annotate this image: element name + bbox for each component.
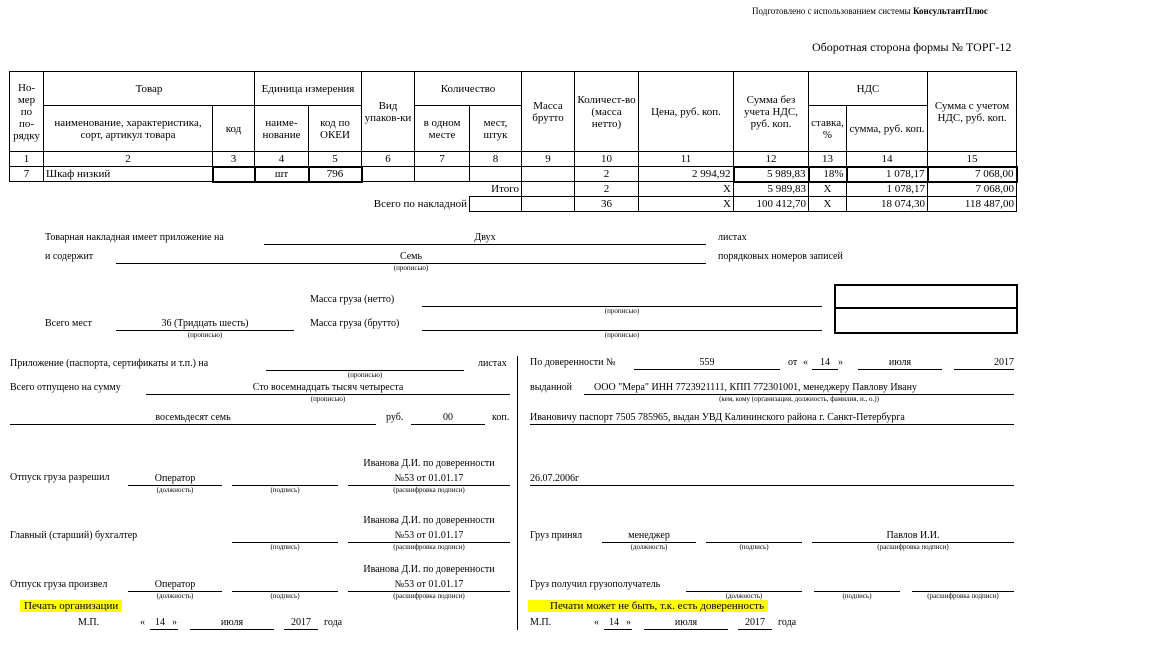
kop-label: коп. xyxy=(492,412,510,423)
cell-sum-with: 7 068,00 xyxy=(928,167,1017,182)
annex-label: Товарная накладная имеет приложение на xyxy=(45,232,224,243)
th-unit-name: наиме-нование xyxy=(255,106,309,152)
caption-decode: (расшифровка подписи) xyxy=(393,486,465,494)
rub-label: руб. xyxy=(386,412,404,423)
goods-table xyxy=(9,71,1018,212)
cell-one xyxy=(415,167,470,182)
contains-value: Семь xyxy=(399,251,423,262)
itogo-vat: 1 078,17 xyxy=(847,182,928,197)
received-label: Груз получил грузополучатель xyxy=(530,579,661,590)
caption-decode: (расшифровка подписи) xyxy=(393,592,465,600)
places-value: 36 (Тридцать шесть) xyxy=(161,318,249,329)
th-price: Цена, руб. коп. xyxy=(639,72,734,152)
total-rate: X xyxy=(809,197,847,212)
prepared-text: Подготовлено с использованием системы xyxy=(752,6,913,16)
year-left: 2017 xyxy=(291,617,311,628)
quote-close: » xyxy=(838,357,843,368)
release-permit-label: Отпуск груза разрешил xyxy=(10,472,110,483)
colnum: 7 xyxy=(415,152,470,167)
mass-net-label: Масса груза (нетто) xyxy=(310,294,395,305)
colnum: 3 xyxy=(213,152,255,167)
itogo-row xyxy=(10,182,1017,197)
stamp-note-right: Печати может не быть, т.к. есть доверенность xyxy=(528,600,768,612)
released-sum-value2: восемьдесят семь xyxy=(155,412,231,423)
caption-position: (должность) xyxy=(156,592,194,600)
accountant-label: Главный (старший) бухгалтер xyxy=(10,530,138,541)
th-sum-wo: Сумма без учета НДС, руб. коп. xyxy=(734,72,809,152)
total-sum-with: 118 487,00 xyxy=(928,197,1017,212)
prepared-brand: КонсультантПлюс xyxy=(912,6,988,16)
itogo-sum-wo: 5 989,83 xyxy=(734,182,809,197)
cell-unit: шт xyxy=(255,167,309,182)
cell-num: 7 xyxy=(10,167,44,182)
issued-caption: (кем, кому (организация, должность, фамилия, и., о.)) xyxy=(719,395,879,403)
th-qty-one: в одном месте xyxy=(415,106,470,152)
total-gross xyxy=(522,197,575,212)
itogo-price: X xyxy=(639,182,734,197)
cell-name: Шкаф низкий xyxy=(44,167,213,182)
poa-month: июля xyxy=(888,357,912,368)
caption-signature: (подпись) xyxy=(270,543,300,551)
accountant-name: Иванова Д.И. по доверенности xyxy=(363,515,495,526)
colnum: 10 xyxy=(575,152,639,167)
form-title: Оборотная сторона формы № ТОРГ-12 xyxy=(812,40,1012,54)
month-right: июля xyxy=(674,617,698,628)
total-label: Всего по накладной xyxy=(373,198,467,210)
th-vat: НДС xyxy=(809,72,928,106)
cell-rate: 18% xyxy=(809,167,847,182)
th-pack: Вид упаков-ки xyxy=(362,72,415,152)
colnum: 14 xyxy=(847,152,928,167)
year-suffix-right: года xyxy=(778,617,797,628)
accepted-pos: менеджер xyxy=(628,530,670,541)
caption-signature: (подпись) xyxy=(270,592,300,600)
accepted-label: Груз принял xyxy=(530,530,583,541)
colnum: 11 xyxy=(639,152,734,167)
month-left: июля xyxy=(220,617,244,628)
issued-value: ООО "Мера" ИНН 7723921111, КПП 772301001, менеджеру Павлову Ивану xyxy=(594,382,917,393)
attach-label: Приложение (паспорта, сертификаты и т.п.) на xyxy=(10,358,209,369)
day-right: 14 xyxy=(609,617,619,628)
th-unit: Единица измерения xyxy=(255,72,362,106)
itogo-sum-with: 7 068,00 xyxy=(928,182,1017,197)
cell-price: 2 994,92 xyxy=(639,167,734,182)
attach-suffix: листах xyxy=(478,358,507,369)
released-sum-label: Всего отпущено на сумму xyxy=(10,382,121,393)
column-numbers-row xyxy=(10,152,1017,167)
total-vat: 18 074,30 xyxy=(847,197,928,212)
th-sum-with: Сумма с учетом НДС, руб. коп. xyxy=(928,72,1017,152)
poa-from: от xyxy=(788,357,798,368)
colnum: 12 xyxy=(734,152,809,167)
caption-decode: (расшифровка подписи) xyxy=(877,543,949,551)
th-qty: Количество xyxy=(415,72,522,106)
cell-okei: 796 xyxy=(309,167,362,182)
poa-num: 559 xyxy=(699,357,715,368)
contains-caption: (прописью) xyxy=(393,264,429,272)
quote-close: » xyxy=(626,617,631,628)
attach-caption: (прописью) xyxy=(347,371,383,379)
quote-open: « xyxy=(140,617,145,628)
caption-position: (должность) xyxy=(630,543,668,551)
total-qty: 36 xyxy=(575,197,639,212)
itogo-qty: 2 xyxy=(575,182,639,197)
total-places xyxy=(470,197,522,212)
mp-left: М.П. xyxy=(78,617,100,628)
total-sum-wo: 100 412,70 xyxy=(734,197,809,212)
caption-decode: (расшифровка подписи) xyxy=(927,592,999,600)
colnum: 5 xyxy=(309,152,362,167)
cell-qty: 2 xyxy=(575,167,639,182)
itogo-rate: X xyxy=(809,182,847,197)
cell-code xyxy=(213,167,255,182)
colnum: 6 xyxy=(362,152,415,167)
release-permit-pos: Оператор xyxy=(154,473,196,484)
cell-gross xyxy=(522,167,575,182)
table-row xyxy=(10,167,1017,182)
places-label: Всего мест xyxy=(45,318,92,329)
accepted-name: Павлов И.И. xyxy=(886,530,940,541)
itogo-label: Итого xyxy=(491,183,519,195)
th-qty-places: мест, штук xyxy=(470,106,522,152)
contains-label: и содержит xyxy=(45,251,94,262)
colnum: 2 xyxy=(44,152,213,167)
th-goods-name: наименование, характеристика, сорт, артикул товара xyxy=(44,106,213,152)
colnum: 13 xyxy=(809,152,847,167)
th-vat-rate: ставка, % xyxy=(809,106,847,152)
mass-box xyxy=(834,284,1018,334)
itogo-gross xyxy=(522,182,575,197)
th-gross: Масса брутто xyxy=(522,72,575,152)
cell-vat: 1 078,17 xyxy=(847,167,928,182)
released-sum-value: Сто восемнадцать тысяч четыреста xyxy=(252,382,404,393)
annex-value: Двух xyxy=(474,232,496,243)
th-num: Но-мер по по-рядку xyxy=(10,72,44,152)
th-vat-sum: сумма, руб. коп. xyxy=(847,106,928,152)
contains-suffix: порядковых номеров записей xyxy=(718,251,843,262)
column-divider xyxy=(517,356,518,630)
signer-name: Иванова Д.И. по доверенности xyxy=(363,458,495,469)
release-made-label: Отпуск груза произвел xyxy=(10,579,108,590)
cell-pack xyxy=(362,167,415,182)
caption-signature: (подпись) xyxy=(739,543,769,551)
places-caption: (прописью) xyxy=(187,331,223,339)
year-suffix-left: года xyxy=(324,617,343,628)
th-unit-okei: код по ОКЕИ xyxy=(309,106,362,152)
colnum: 1 xyxy=(10,152,44,167)
caption-signature: (подпись) xyxy=(842,592,872,600)
total-price: X xyxy=(639,197,734,212)
accountant-doc: №53 от 01.01.17 xyxy=(394,530,464,541)
th-goods: Товар xyxy=(44,72,255,106)
quote-open: « xyxy=(594,617,599,628)
mass-net-caption: (прописью) xyxy=(604,307,640,315)
mass-gross-label: Масса груза (брутто) xyxy=(310,318,400,329)
poa-day: 14 xyxy=(820,357,830,368)
issued-value2: Ивановичу паспорт 7505 785965, выдан УВД Калининского района г. Санкт-Петербурга xyxy=(530,412,905,423)
prepared-note xyxy=(752,6,988,16)
th-qty-net: Количест-во (масса нетто) xyxy=(575,72,639,152)
kop-value: 00 xyxy=(443,412,453,423)
year-right: 2017 xyxy=(745,617,765,628)
quote-close: » xyxy=(172,617,177,628)
caption-decode: (расшифровка подписи) xyxy=(393,543,465,551)
th-goods-code: код xyxy=(213,106,255,152)
colnum: 8 xyxy=(470,152,522,167)
quote-open: « xyxy=(803,357,808,368)
mass-gross-caption: (прописью) xyxy=(604,331,640,339)
cell-places xyxy=(470,167,522,182)
total-row xyxy=(10,197,1017,212)
annex-suffix: листах xyxy=(718,232,747,243)
cell-sum-wo: 5 989,83 xyxy=(734,167,809,182)
signer-doc: №53 от 01.01.17 xyxy=(394,473,464,484)
release-made-doc: №53 от 01.01.17 xyxy=(394,579,464,590)
colnum: 15 xyxy=(928,152,1017,167)
date-value: 26.07.2006г xyxy=(530,473,580,484)
poa-year: 2017 xyxy=(994,357,1014,368)
caption-position: (должность) xyxy=(725,592,763,600)
colnum: 9 xyxy=(522,152,575,167)
release-made-name: Иванова Д.И. по доверенности xyxy=(363,564,495,575)
release-made-pos: Оператор xyxy=(154,579,196,590)
released-sum-caption: (прописью) xyxy=(310,395,346,403)
stamp-note-left: Печать организации xyxy=(20,600,122,612)
day-left: 14 xyxy=(155,617,165,628)
poa-label: По доверенности № xyxy=(530,357,616,368)
issued-label: выданной xyxy=(530,382,573,393)
colnum: 4 xyxy=(255,152,309,167)
caption-position: (должность) xyxy=(156,486,194,494)
mp-right: М.П. xyxy=(530,617,552,628)
caption-signature: (подпись) xyxy=(270,486,300,494)
